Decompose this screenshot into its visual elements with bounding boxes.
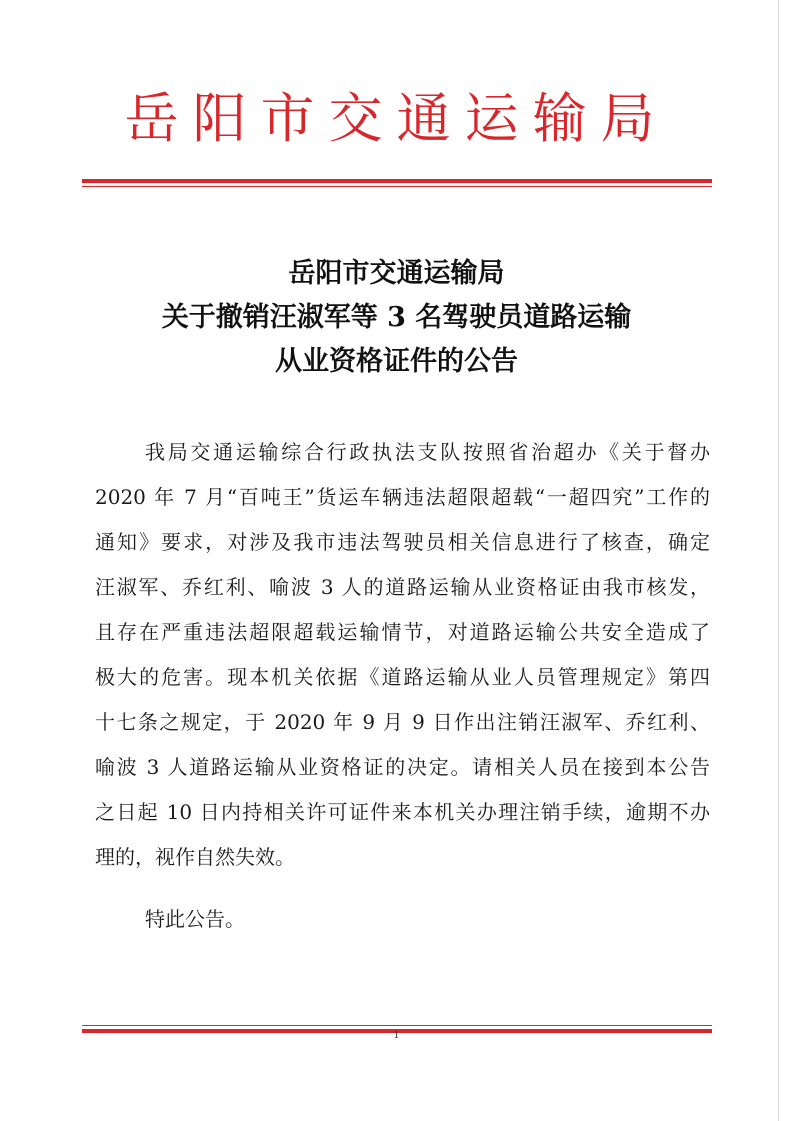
document-body <box>95 430 710 880</box>
closing-statement: 特此公告。 <box>145 907 245 931</box>
body-line: 通知》要求，对涉及我市违法驾驶员相关信息进行了核查，确定 <box>95 530 710 554</box>
body-line: 十七条之规定，于 2020 年 9 月 9 日作出注销汪淑军、乔红利、 <box>95 710 710 734</box>
body-line: 且存在严重违法超限超载运输情节，对道路运输公共安全造成了 <box>95 620 710 644</box>
document-title <box>0 252 793 384</box>
body-line: 极大的危害。现本机关依据《道路运输从业人员管理规定》第四 <box>95 665 710 689</box>
title-line-1: 岳阳市交通运输局 <box>288 258 505 289</box>
body-line: 之日起 10 日内持相关许可证件来本机关办理注销手续，逾期不办 <box>95 800 710 824</box>
letterhead-rule-thick <box>82 179 712 183</box>
scan-edge-line <box>778 0 779 1121</box>
body-line: 理的，视作自然失效。 <box>95 845 295 869</box>
body-line: 2020 年 7 月“百吨王”货运车辆违法超限超载“一超四究”工作的 <box>95 485 710 509</box>
body-line: 喻波 3 人道路运输从业资格证的决定。请相关人员在接到本公告 <box>95 755 710 779</box>
page-number: 1 <box>393 1031 400 1041</box>
letterhead-org-name: 岳阳市交通运输局 <box>124 87 669 150</box>
title-line-3: 从业资格证件的公告 <box>275 346 518 377</box>
letterhead-rule-thin <box>82 186 712 187</box>
body-line: 汪淑军、乔红利、喻波 3 人的道路运输从业资格证由我市核发， <box>95 575 710 599</box>
footer-rule-thin <box>82 1025 712 1026</box>
body-line: 我局交通运输综合行政执法支队按照省治超办《关于督办 <box>145 440 710 464</box>
title-line-2: 关于撤销汪淑军等 3 名驾驶员道路运输 <box>161 302 632 333</box>
